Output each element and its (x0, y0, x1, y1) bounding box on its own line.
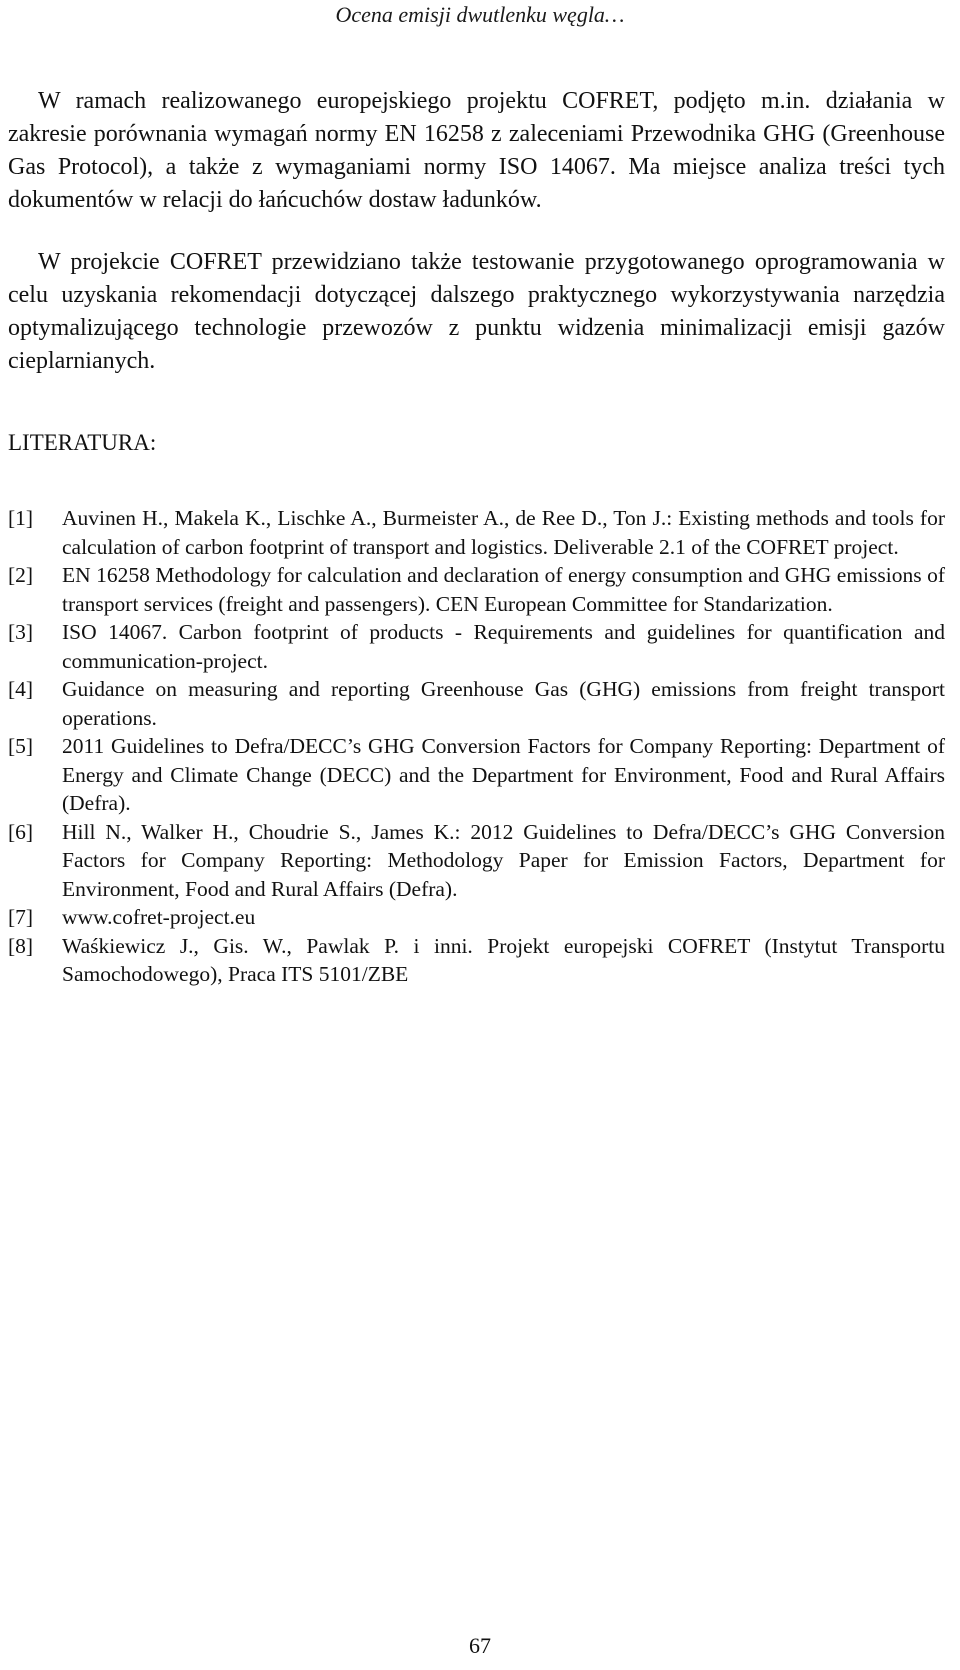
body-paragraph-2 (8, 246, 945, 378)
reference-number: [1] (8, 506, 34, 530)
reference-number: [7] (8, 905, 34, 929)
page-number: 67 (469, 1633, 491, 1658)
reference-item (8, 818, 945, 904)
reference-number: [2] (8, 563, 34, 587)
reference-text: Waśkiewicz J., Gis. W., Pawlak P. i inni. Projekt europejski COFRET (Instytut Transportu Samochodowego), Praca ITS 5101/ZBE (62, 933, 945, 986)
reference-number: [3] (8, 620, 34, 644)
reference-item (8, 504, 945, 561)
references-list (8, 504, 945, 989)
reference-item (8, 732, 945, 818)
reference-item (8, 618, 945, 675)
reference-text: Hill N., Walker H., Choudrie S., James K.: 2012 Guidelines to Defra/DECC’s GHG Conversion Factors for Company Reporting: Methodology Paper for Emission Factors, Department for Environment, Food and Rural Affairs (Defra). (62, 819, 945, 901)
reference-number: [8] (8, 933, 34, 958)
reference-item (8, 561, 945, 618)
reference-number: [5] (8, 734, 34, 758)
running-header: Ocena emisji dwutlenku węgla… (335, 2, 625, 27)
reference-text: Auvinen H., Makela K., Lischke A., Burmeister A., de Ree D., Ton J.: Existing methods and tools for calculation of carbon footprint of transport and logistics. Deliverable 2.1 of the COFRET project. (62, 506, 945, 559)
reference-text: ISO 14067. Carbon footprint of products - Requirements and guidelines for quantification and communication-project. (62, 620, 945, 673)
reference-item (8, 932, 945, 989)
reference-number: [4] (8, 677, 34, 701)
reference-item (8, 903, 945, 932)
reference-item (8, 675, 945, 732)
reference-text: 2011 Guidelines to Defra/DECC’s GHG Conversion Factors for Company Reporting: Department of Energy and Climate Change (DECC) and the Department for Environment, Food and Rural Affairs (Defra). (62, 734, 945, 815)
paragraph-text: W ramach realizowanego europejskiego projektu COFRET, podjęto m.in. działania w zakresie porównania wymagań normy EN 16258 z zaleceniami Przewodnika GHG (Greenhouse Gas Protocol), a także z wymaganiami normy ISO 14067. Ma miejsce analiza treści tych dokumentów w relacji do łańcuchów dostaw ładunków. (8, 88, 945, 213)
reference-text: EN 16258 Methodology for calculation and declaration of energy consumption and GHG emissions of transport services (freight and passengers). CEN European Committee for Standarization. (62, 563, 945, 616)
references-heading: LITERATURA: (8, 430, 157, 455)
reference-link[interactable]: www.cofret-project.eu (62, 905, 256, 929)
paragraph-text: W projekcie COFRET przewidziano także testowanie przygotowanego oprogramowania w celu uzyskania rekomendacji dotyczącej dalszego praktycznego wykorzystywania narzędzia optymalizującego technologie przewozów z punktu widzenia minimalizacji emisji gazów cieplarnianych. (8, 249, 945, 374)
reference-number: [6] (8, 819, 34, 844)
body-paragraph-1 (8, 85, 945, 217)
reference-text: Guidance on measuring and reporting Greenhouse Gas (GHG) emissions from freight transport operations. (62, 677, 945, 730)
